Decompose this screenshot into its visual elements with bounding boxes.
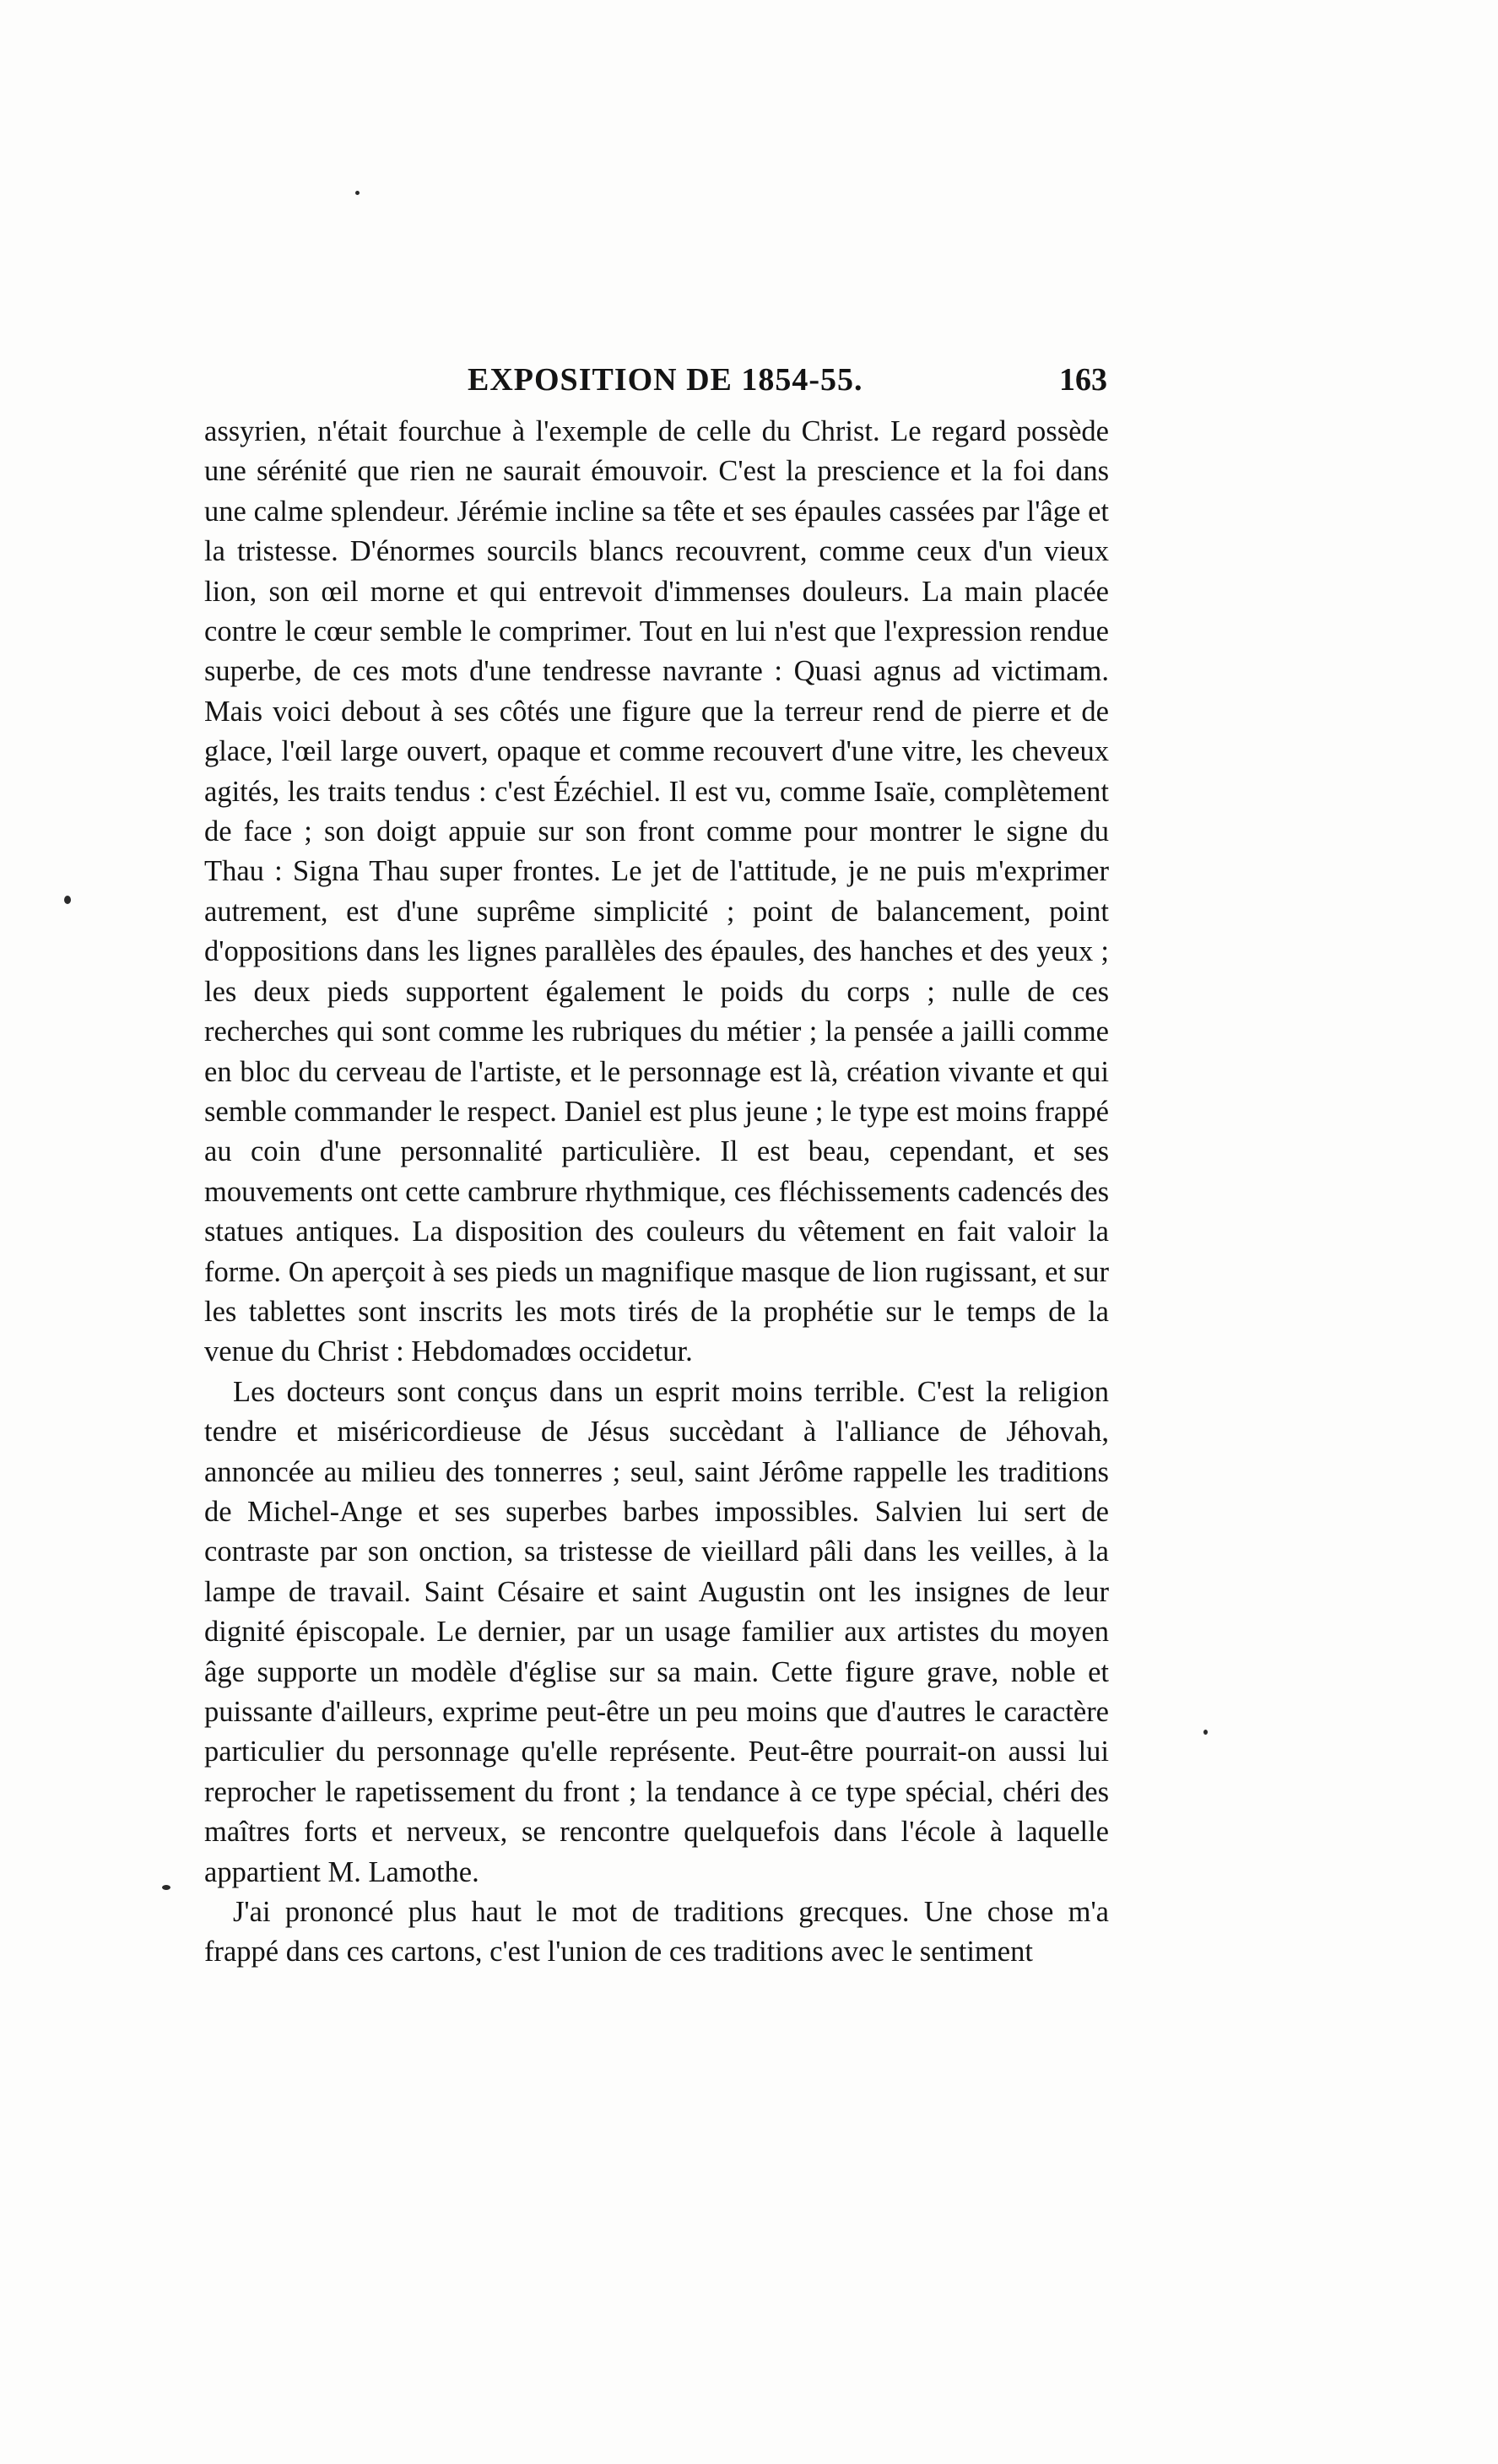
body-text	[204, 412, 1109, 1973]
page-number: 163	[1059, 362, 1107, 398]
page-header	[204, 361, 1107, 409]
speck-mark	[64, 896, 71, 904]
paragraph: J'ai prononcé plus haut le mot de traditions grecques. Une chose m'a frappé dans ces cartons, c'est l'union de ces traditions avec le sentiment	[204, 1896, 1109, 1968]
paragraph: Les docteurs sont conçus dans un esprit moins terrible. C'est la religion tendre et miséricordieuse de Jésus succèdant à l'alliance de Jéhovah, annoncée au milieu des tonnerres ; seul, saint Jérôme rappelle les traditions de Michel-Ange et ses superbes barbes impossibles. Salvien lui sert de contraste par son onction, sa tristesse de vieillard pâli dans les veilles, à la lampe de travail. Saint Césaire et saint Augustin ont les insignes de leur dignité épiscopale. Le dernier, par un usage familier aux artistes du moyen âge supporte un modèle d'église sur sa main. Cette figure grave, noble et puissante d'ailleurs, exprime peut-être un peu moins que d'autres le caractère particulier du personnage qu'elle représente. Peut-être pourrait-on aussi lui reprocher le rapetissement du front ; la tendance à ce type spécial, chéri des maîtres forts et nerveux, se rencontre quelquefois dans l'école à laquelle appartient M. Lamothe.	[204, 1375, 1109, 1888]
running-title: EXPOSITION DE 1854-55.	[468, 362, 863, 398]
speck-mark	[1203, 1730, 1208, 1735]
speck-mark	[162, 1885, 170, 1890]
speck-mark	[355, 191, 360, 195]
paragraph: assyrien, n'était fourchue à l'exemple de celle du Christ. Le regard possède une sérénité que rien ne saurait émouvoir. C'est la prescience et la foi dans une calme splendeur. Jérémie incline sa tête et ses épaules cassées par l'âge et la tristesse. D'énormes sourcils blancs recouvrent, comme ceux d'un vieux lion, son œil morne et qui entrevoit d'immenses douleurs. La main placée contre le cœur semble le comprimer. Tout en lui n'est que l'expression rendue superbe, de ces mots d'une tendresse navrante : Quasi agnus ad victimam. Mais voici debout à ses côtés une figure que la terreur rend de pierre et de glace, l'œil large ouvert, opaque et comme recouvert d'une vitre, les cheveux agités, les traits tendus : c'est Ézéchiel. Il est vu, comme Isaïe, complètement de face ; son doigt appuie sur son front comme pour montrer le signe du Thau : Signa Thau super frontes. Le jet de l'attitude, je ne puis m'exprimer autrement, est d'une suprême simplicité ; point de balancement, point d'oppositions dans les lignes parallèles des épaules, des hanches et des yeux ; les deux pieds supportent également le poids du corps ; nulle de ces recherches qui sont comme les rubriques du métier ; la pensée a jailli comme en bloc du cerveau de l'artiste, et le personnage est là, création vivante et qui semble commander le respect. Daniel est plus jeune ; le type est moins frappé au coin d'une personnalité particulière. Il est beau, cependant, et ses mouvements ont cette cambrure rhythmique, ces fléchissements cadencés des statues antiques. La disposition des couleurs du vêtement en fait valoir la forme. On aperçoit à ses pieds un magnifique masque de lion rugissant, et sur les tablettes sont inscrits les mots tirés de la prophétie sur le temps de la venue du Christ : Hebdomadœs occidetur.	[204, 415, 1109, 1368]
